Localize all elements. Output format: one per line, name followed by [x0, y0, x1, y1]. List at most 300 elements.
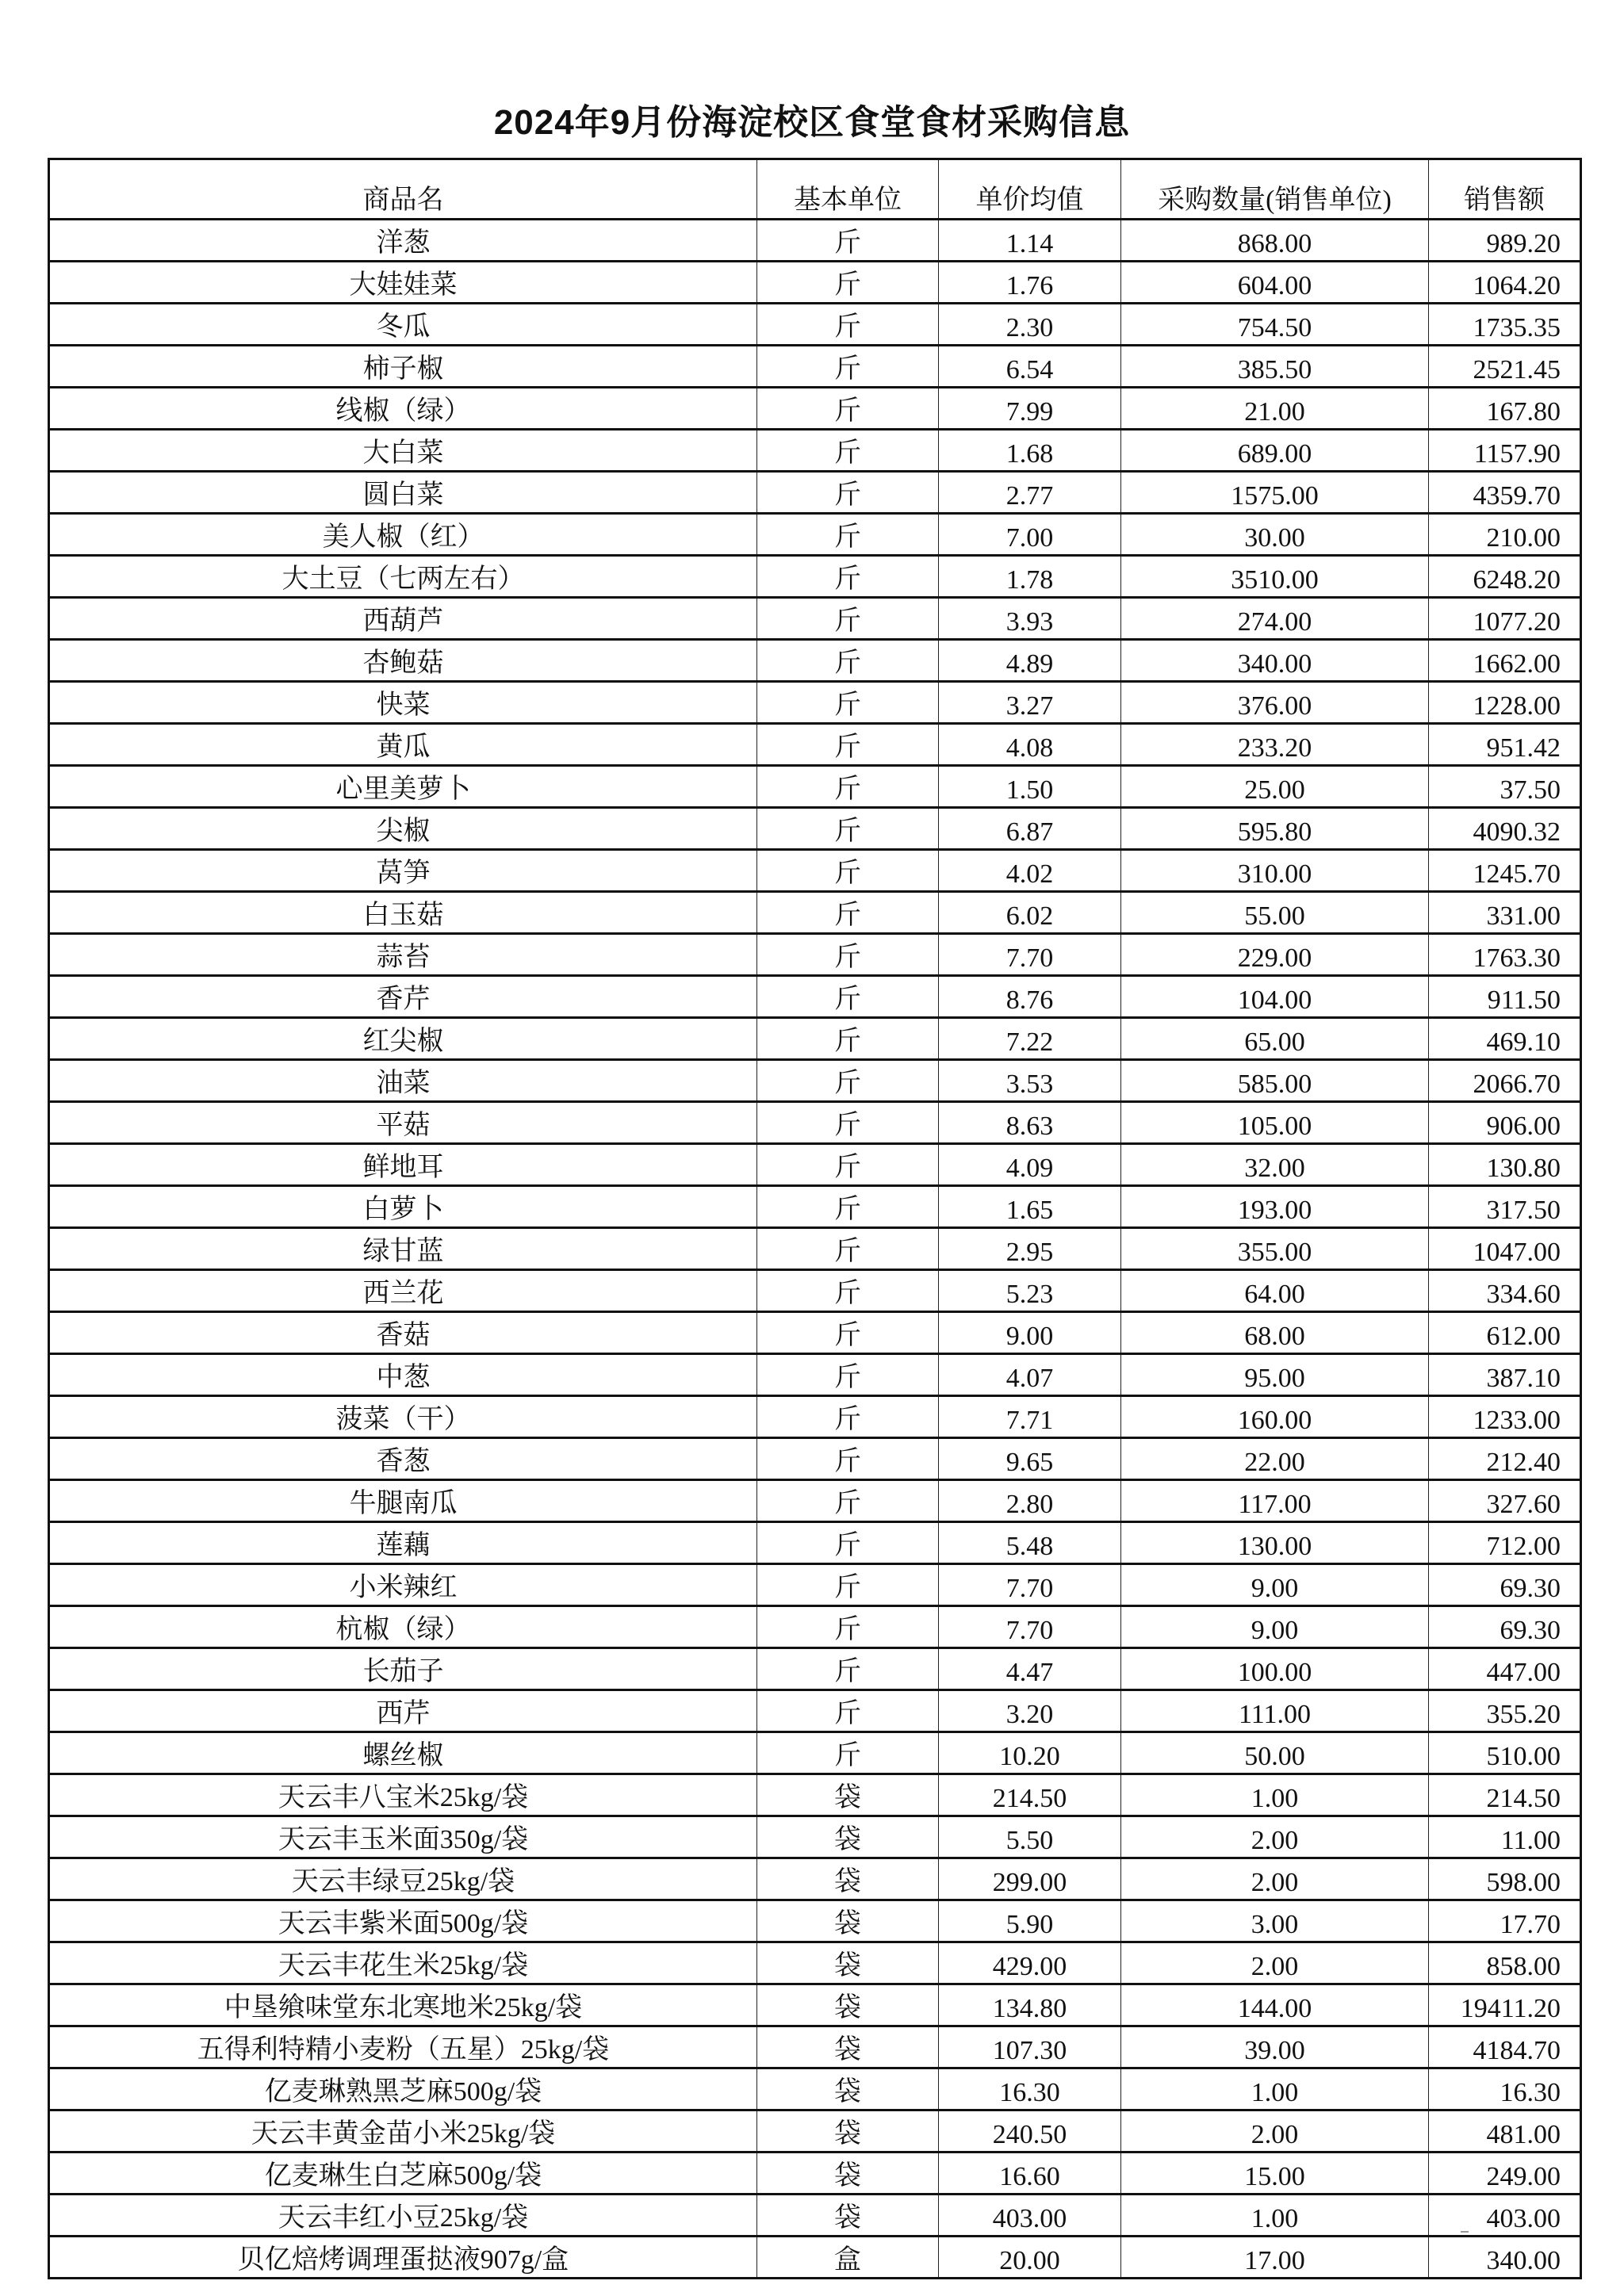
- base-unit-cell: 袋: [757, 2110, 939, 2152]
- product-name-cell: 蒜苔: [49, 934, 757, 976]
- purchase-quantity-cell: 193.00: [1121, 1186, 1429, 1228]
- product-name-cell: 香菇: [49, 1312, 757, 1354]
- table-row: [49, 682, 1581, 724]
- base-unit-cell: 袋: [757, 1858, 939, 1900]
- base-unit-cell: 斤: [757, 1102, 939, 1144]
- purchase-quantity-cell: 689.00: [1121, 430, 1429, 472]
- sales-amount-cell: 1157.90: [1429, 430, 1581, 472]
- purchase-quantity-cell: 340.00: [1121, 640, 1429, 682]
- base-unit-cell: 斤: [757, 934, 939, 976]
- table-row: [49, 1354, 1581, 1396]
- purchase-quantity-cell: 9.00: [1121, 1564, 1429, 1606]
- product-name-cell: 西芹: [49, 1690, 757, 1732]
- purchase-quantity-cell: 2.00: [1121, 1816, 1429, 1858]
- product-name-cell: 平菇: [49, 1102, 757, 1144]
- avg-unit-price-cell: 6.54: [939, 346, 1121, 388]
- product-name-cell: 天云丰绿豆25kg/袋: [49, 1858, 757, 1900]
- avg-unit-price-cell: 7.99: [939, 388, 1121, 430]
- avg-unit-price-cell: 8.63: [939, 1102, 1121, 1144]
- product-name-cell: 中垦飨味堂东北寒地米25kg/袋: [49, 1984, 757, 2026]
- avg-unit-price-cell: 4.08: [939, 724, 1121, 766]
- product-name-cell: 中葱: [49, 1354, 757, 1396]
- avg-unit-price-cell: 7.70: [939, 934, 1121, 976]
- column-header-avg-unit-price: 单价均值: [939, 159, 1121, 220]
- product-name-cell: 莴笋: [49, 850, 757, 892]
- avg-unit-price-cell: 7.70: [939, 1564, 1121, 1606]
- sales-amount-cell: 712.00: [1429, 1522, 1581, 1564]
- avg-unit-price-cell: 7.00: [939, 514, 1121, 556]
- sales-amount-cell: 951.42: [1429, 724, 1581, 766]
- table-row: [49, 1060, 1581, 1102]
- avg-unit-price-cell: 5.48: [939, 1522, 1121, 1564]
- base-unit-cell: 斤: [757, 724, 939, 766]
- purchase-quantity-cell: 385.50: [1121, 346, 1429, 388]
- base-unit-cell: 斤: [757, 598, 939, 640]
- table-row: [49, 2026, 1581, 2068]
- avg-unit-price-cell: 1.68: [939, 430, 1121, 472]
- base-unit-cell: 斤: [757, 1060, 939, 1102]
- purchase-quantity-cell: 104.00: [1121, 976, 1429, 1018]
- avg-unit-price-cell: 6.87: [939, 808, 1121, 850]
- page-mark: [1461, 2231, 1469, 2233]
- product-name-cell: 西兰花: [49, 1270, 757, 1312]
- base-unit-cell: 斤: [757, 1438, 939, 1480]
- avg-unit-price-cell: 4.89: [939, 640, 1121, 682]
- table-row: [49, 1690, 1581, 1732]
- base-unit-cell: 袋: [757, 1984, 939, 2026]
- product-name-cell: 西葫芦: [49, 598, 757, 640]
- purchase-quantity-cell: 111.00: [1121, 1690, 1429, 1732]
- sales-amount-cell: 911.50: [1429, 976, 1581, 1018]
- purchase-quantity-cell: 3.00: [1121, 1900, 1429, 1942]
- base-unit-cell: 袋: [757, 1774, 939, 1816]
- purchase-quantity-cell: 100.00: [1121, 1648, 1429, 1690]
- product-name-cell: 天云丰八宝米25kg/袋: [49, 1774, 757, 1816]
- table-row: [49, 1816, 1581, 1858]
- product-name-cell: 香葱: [49, 1438, 757, 1480]
- base-unit-cell: 斤: [757, 514, 939, 556]
- sales-amount-cell: 1233.00: [1429, 1396, 1581, 1438]
- purchase-quantity-cell: 868.00: [1121, 220, 1429, 262]
- base-unit-cell: 斤: [757, 1606, 939, 1648]
- purchase-quantity-cell: 1.00: [1121, 2195, 1429, 2237]
- sales-amount-cell: 1228.00: [1429, 682, 1581, 724]
- product-name-cell: 大土豆（七两左右）: [49, 556, 757, 598]
- sales-amount-cell: 334.60: [1429, 1270, 1581, 1312]
- product-name-cell: 油菜: [49, 1060, 757, 1102]
- product-name-cell: 菠菜（干）: [49, 1396, 757, 1438]
- purchase-quantity-cell: 585.00: [1121, 1060, 1429, 1102]
- sales-amount-cell: 327.60: [1429, 1480, 1581, 1522]
- sales-amount-cell: 37.50: [1429, 766, 1581, 808]
- sales-amount-cell: 598.00: [1429, 1858, 1581, 1900]
- table-row: [49, 388, 1581, 430]
- avg-unit-price-cell: 5.90: [939, 1900, 1121, 1942]
- table-row: [49, 1186, 1581, 1228]
- table-row: [49, 1900, 1581, 1942]
- purchase-quantity-cell: 95.00: [1121, 1354, 1429, 1396]
- product-name-cell: 香芹: [49, 976, 757, 1018]
- product-name-cell: 鲜地耳: [49, 1144, 757, 1186]
- base-unit-cell: 斤: [757, 1732, 939, 1774]
- avg-unit-price-cell: 1.14: [939, 220, 1121, 262]
- sales-amount-cell: 6248.20: [1429, 556, 1581, 598]
- sales-amount-cell: 212.40: [1429, 1438, 1581, 1480]
- avg-unit-price-cell: 2.80: [939, 1480, 1121, 1522]
- purchase-quantity-cell: 1.00: [1121, 2068, 1429, 2110]
- table-row: [49, 1018, 1581, 1060]
- avg-unit-price-cell: 3.27: [939, 682, 1121, 724]
- base-unit-cell: 袋: [757, 2068, 939, 2110]
- avg-unit-price-cell: 5.50: [939, 1816, 1121, 1858]
- sales-amount-cell: 906.00: [1429, 1102, 1581, 1144]
- avg-unit-price-cell: 429.00: [939, 1942, 1121, 1984]
- table-row: [49, 514, 1581, 556]
- purchase-quantity-cell: 30.00: [1121, 514, 1429, 556]
- sales-amount-cell: 69.30: [1429, 1564, 1581, 1606]
- avg-unit-price-cell: 7.71: [939, 1396, 1121, 1438]
- purchase-quantity-cell: 55.00: [1121, 892, 1429, 934]
- avg-unit-price-cell: 1.50: [939, 766, 1121, 808]
- table-row: [49, 304, 1581, 346]
- base-unit-cell: 斤: [757, 1270, 939, 1312]
- base-unit-cell: 斤: [757, 472, 939, 514]
- avg-unit-price-cell: 403.00: [939, 2195, 1121, 2237]
- product-name-cell: 快菜: [49, 682, 757, 724]
- base-unit-cell: 斤: [757, 1480, 939, 1522]
- purchase-quantity-cell: 1575.00: [1121, 472, 1429, 514]
- product-name-cell: 五得利特精小麦粉（五星）25kg/袋: [49, 2026, 757, 2068]
- sales-amount-cell: 167.80: [1429, 388, 1581, 430]
- base-unit-cell: 斤: [757, 850, 939, 892]
- column-header-base-unit: 基本单位: [757, 159, 939, 220]
- sales-amount-cell: 612.00: [1429, 1312, 1581, 1354]
- avg-unit-price-cell: 3.20: [939, 1690, 1121, 1732]
- purchase-quantity-cell: 2.00: [1121, 2110, 1429, 2152]
- table-row: [49, 724, 1581, 766]
- avg-unit-price-cell: 4.47: [939, 1648, 1121, 1690]
- base-unit-cell: 斤: [757, 1690, 939, 1732]
- purchase-quantity-cell: 229.00: [1121, 934, 1429, 976]
- table-row: [49, 346, 1581, 388]
- sales-amount-cell: 1064.20: [1429, 262, 1581, 304]
- table-row: [49, 1984, 1581, 2026]
- purchase-quantity-cell: 105.00: [1121, 1102, 1429, 1144]
- product-name-cell: 美人椒（红）: [49, 514, 757, 556]
- sales-amount-cell: 1047.00: [1429, 1228, 1581, 1270]
- avg-unit-price-cell: 6.02: [939, 892, 1121, 934]
- product-name-cell: 天云丰黄金苗小米25kg/袋: [49, 2110, 757, 2152]
- purchase-quantity-cell: 39.00: [1121, 2026, 1429, 2068]
- sales-amount-cell: 1245.70: [1429, 850, 1581, 892]
- product-name-cell: 线椒（绿）: [49, 388, 757, 430]
- base-unit-cell: 斤: [757, 1018, 939, 1060]
- product-name-cell: 绿甘蓝: [49, 1228, 757, 1270]
- base-unit-cell: 袋: [757, 2026, 939, 2068]
- table-row: [49, 430, 1581, 472]
- table-row: [49, 892, 1581, 934]
- base-unit-cell: 斤: [757, 430, 939, 472]
- base-unit-cell: 斤: [757, 1396, 939, 1438]
- purchase-quantity-cell: 595.80: [1121, 808, 1429, 850]
- avg-unit-price-cell: 7.22: [939, 1018, 1121, 1060]
- purchase-quantity-cell: 1.00: [1121, 1774, 1429, 1816]
- sales-amount-cell: 210.00: [1429, 514, 1581, 556]
- base-unit-cell: 袋: [757, 2195, 939, 2237]
- sales-amount-cell: 355.20: [1429, 1690, 1581, 1732]
- column-header-sales-amount: 销售额: [1429, 159, 1581, 220]
- avg-unit-price-cell: 1.65: [939, 1186, 1121, 1228]
- purchase-quantity-cell: 17.00: [1121, 2237, 1429, 2279]
- avg-unit-price-cell: 1.76: [939, 262, 1121, 304]
- sales-amount-cell: 989.20: [1429, 220, 1581, 262]
- table-row: [49, 1396, 1581, 1438]
- purchase-quantity-cell: 754.50: [1121, 304, 1429, 346]
- table-row: [49, 976, 1581, 1018]
- avg-unit-price-cell: 8.76: [939, 976, 1121, 1018]
- base-unit-cell: 斤: [757, 1564, 939, 1606]
- purchase-quantity-cell: 50.00: [1121, 1732, 1429, 1774]
- sales-amount-cell: 469.10: [1429, 1018, 1581, 1060]
- base-unit-cell: 斤: [757, 766, 939, 808]
- base-unit-cell: 斤: [757, 976, 939, 1018]
- purchase-quantity-cell: 65.00: [1121, 1018, 1429, 1060]
- sales-amount-cell: 447.00: [1429, 1648, 1581, 1690]
- purchase-quantity-cell: 9.00: [1121, 1606, 1429, 1648]
- product-name-cell: 柿子椒: [49, 346, 757, 388]
- sales-amount-cell: 481.00: [1429, 2110, 1581, 2152]
- purchase-quantity-cell: 64.00: [1121, 1270, 1429, 1312]
- purchase-quantity-cell: 2.00: [1121, 1942, 1429, 1984]
- table-row: [49, 1942, 1581, 1984]
- product-name-cell: 杏鲍菇: [49, 640, 757, 682]
- table-row: [49, 2152, 1581, 2195]
- table-row: [49, 220, 1581, 262]
- product-name-cell: 牛腿南瓜: [49, 1480, 757, 1522]
- product-name-cell: 尖椒: [49, 808, 757, 850]
- sales-amount-cell: 214.50: [1429, 1774, 1581, 1816]
- base-unit-cell: 盒: [757, 2237, 939, 2279]
- table-row: [49, 640, 1581, 682]
- purchase-quantity-cell: 25.00: [1121, 766, 1429, 808]
- table-row: [49, 1480, 1581, 1522]
- product-name-cell: 亿麦琳生白芝麻500g/袋: [49, 2152, 757, 2195]
- avg-unit-price-cell: 134.80: [939, 1984, 1121, 2026]
- sales-amount-cell: 331.00: [1429, 892, 1581, 934]
- sales-amount-cell: 1763.30: [1429, 934, 1581, 976]
- purchase-quantity-cell: 21.00: [1121, 388, 1429, 430]
- product-name-cell: 天云丰红小豆25kg/袋: [49, 2195, 757, 2237]
- base-unit-cell: 袋: [757, 1942, 939, 1984]
- product-name-cell: 天云丰玉米面350g/袋: [49, 1816, 757, 1858]
- purchase-quantity-cell: 22.00: [1121, 1438, 1429, 1480]
- sales-amount-cell: 69.30: [1429, 1606, 1581, 1648]
- sales-amount-cell: 11.00: [1429, 1816, 1581, 1858]
- product-name-cell: 圆白菜: [49, 472, 757, 514]
- product-name-cell: 大白菜: [49, 430, 757, 472]
- base-unit-cell: 斤: [757, 1312, 939, 1354]
- purchase-quantity-cell: 15.00: [1121, 2152, 1429, 2195]
- table-row: [49, 1522, 1581, 1564]
- procurement-table: [48, 158, 1582, 2279]
- base-unit-cell: 斤: [757, 682, 939, 724]
- page-title: 2024年9月份海淀校区食堂食材采购信息: [493, 103, 1131, 142]
- table-row: [49, 1774, 1581, 1816]
- table-row: [49, 766, 1581, 808]
- table-row: [49, 598, 1581, 640]
- base-unit-cell: 斤: [757, 1648, 939, 1690]
- purchase-quantity-cell: 68.00: [1121, 1312, 1429, 1354]
- product-name-cell: 白萝卜: [49, 1186, 757, 1228]
- sales-amount-cell: 16.30: [1429, 2068, 1581, 2110]
- table-row: [49, 1438, 1581, 1480]
- table-row: [49, 472, 1581, 514]
- sales-amount-cell: 1662.00: [1429, 640, 1581, 682]
- table-header-row: [49, 159, 1581, 220]
- sales-amount-cell: 130.80: [1429, 1144, 1581, 1186]
- avg-unit-price-cell: 3.53: [939, 1060, 1121, 1102]
- product-name-cell: 杭椒（绿）: [49, 1606, 757, 1648]
- avg-unit-price-cell: 2.95: [939, 1228, 1121, 1270]
- sales-amount-cell: 1735.35: [1429, 304, 1581, 346]
- product-name-cell: 天云丰紫米面500g/袋: [49, 1900, 757, 1942]
- base-unit-cell: 斤: [757, 1144, 939, 1186]
- base-unit-cell: 斤: [757, 640, 939, 682]
- product-name-cell: 红尖椒: [49, 1018, 757, 1060]
- sales-amount-cell: 4090.32: [1429, 808, 1581, 850]
- avg-unit-price-cell: 214.50: [939, 1774, 1121, 1816]
- table-row: [49, 1732, 1581, 1774]
- avg-unit-price-cell: 4.09: [939, 1144, 1121, 1186]
- purchase-quantity-cell: 130.00: [1121, 1522, 1429, 1564]
- avg-unit-price-cell: 9.65: [939, 1438, 1121, 1480]
- table-row: [49, 2068, 1581, 2110]
- product-name-cell: 心里美萝卜: [49, 766, 757, 808]
- table-row: [49, 850, 1581, 892]
- product-name-cell: 亿麦琳熟黑芝麻500g/袋: [49, 2068, 757, 2110]
- product-name-cell: 螺丝椒: [49, 1732, 757, 1774]
- purchase-quantity-cell: 117.00: [1121, 1480, 1429, 1522]
- table-row: [49, 1648, 1581, 1690]
- purchase-quantity-cell: 355.00: [1121, 1228, 1429, 1270]
- base-unit-cell: 斤: [757, 220, 939, 262]
- avg-unit-price-cell: 16.30: [939, 2068, 1121, 2110]
- base-unit-cell: 斤: [757, 808, 939, 850]
- base-unit-cell: 袋: [757, 1900, 939, 1942]
- purchase-quantity-cell: 2.00: [1121, 1858, 1429, 1900]
- avg-unit-price-cell: 107.30: [939, 2026, 1121, 2068]
- base-unit-cell: 斤: [757, 1186, 939, 1228]
- purchase-quantity-cell: 233.20: [1121, 724, 1429, 766]
- avg-unit-price-cell: 4.07: [939, 1354, 1121, 1396]
- avg-unit-price-cell: 20.00: [939, 2237, 1121, 2279]
- purchase-quantity-cell: 376.00: [1121, 682, 1429, 724]
- purchase-quantity-cell: 160.00: [1121, 1396, 1429, 1438]
- table-row: [49, 1102, 1581, 1144]
- avg-unit-price-cell: 4.02: [939, 850, 1121, 892]
- base-unit-cell: 斤: [757, 304, 939, 346]
- sales-amount-cell: 403.00: [1429, 2195, 1581, 2237]
- purchase-quantity-cell: 604.00: [1121, 262, 1429, 304]
- table-row: [49, 1312, 1581, 1354]
- avg-unit-price-cell: 16.60: [939, 2152, 1121, 2195]
- product-name-cell: 长茄子: [49, 1648, 757, 1690]
- product-name-cell: 莲藕: [49, 1522, 757, 1564]
- base-unit-cell: 斤: [757, 346, 939, 388]
- product-name-cell: 大娃娃菜: [49, 262, 757, 304]
- purchase-quantity-cell: 274.00: [1121, 598, 1429, 640]
- sales-amount-cell: 510.00: [1429, 1732, 1581, 1774]
- avg-unit-price-cell: 5.23: [939, 1270, 1121, 1312]
- table-row: [49, 1228, 1581, 1270]
- table-row: [49, 808, 1581, 850]
- sales-amount-cell: 1077.20: [1429, 598, 1581, 640]
- base-unit-cell: 斤: [757, 388, 939, 430]
- base-unit-cell: 斤: [757, 1354, 939, 1396]
- table-row: [49, 1270, 1581, 1312]
- base-unit-cell: 斤: [757, 892, 939, 934]
- table-row: [49, 1144, 1581, 1186]
- base-unit-cell: 袋: [757, 1816, 939, 1858]
- table-row: [49, 1606, 1581, 1648]
- sales-amount-cell: 4359.70: [1429, 472, 1581, 514]
- product-name-cell: 冬瓜: [49, 304, 757, 346]
- table-row: [49, 2195, 1581, 2237]
- base-unit-cell: 斤: [757, 1522, 939, 1564]
- sales-amount-cell: 340.00: [1429, 2237, 1581, 2279]
- avg-unit-price-cell: 10.20: [939, 1732, 1121, 1774]
- avg-unit-price-cell: 299.00: [939, 1858, 1121, 1900]
- base-unit-cell: 斤: [757, 1228, 939, 1270]
- table-row: [49, 934, 1581, 976]
- product-name-cell: 黄瓜: [49, 724, 757, 766]
- product-name-cell: 白玉菇: [49, 892, 757, 934]
- avg-unit-price-cell: 3.93: [939, 598, 1121, 640]
- sales-amount-cell: 17.70: [1429, 1900, 1581, 1942]
- base-unit-cell: 袋: [757, 2152, 939, 2195]
- base-unit-cell: 斤: [757, 262, 939, 304]
- purchase-quantity-cell: 144.00: [1121, 1984, 1429, 2026]
- column-header-purchase-quantity: 采购数量(销售单位): [1121, 159, 1429, 220]
- purchase-quantity-cell: 32.00: [1121, 1144, 1429, 1186]
- avg-unit-price-cell: 1.78: [939, 556, 1121, 598]
- sales-amount-cell: 249.00: [1429, 2152, 1581, 2195]
- sales-amount-cell: 2066.70: [1429, 1060, 1581, 1102]
- table-row: [49, 556, 1581, 598]
- avg-unit-price-cell: 7.70: [939, 1606, 1121, 1648]
- table-row: [49, 2110, 1581, 2152]
- sales-amount-cell: 2521.45: [1429, 346, 1581, 388]
- sales-amount-cell: 4184.70: [1429, 2026, 1581, 2068]
- table-row: [49, 1564, 1581, 1606]
- table-row: [49, 262, 1581, 304]
- sales-amount-cell: 387.10: [1429, 1354, 1581, 1396]
- product-name-cell: 天云丰花生米25kg/袋: [49, 1942, 757, 1984]
- product-name-cell: 小米辣红: [49, 1564, 757, 1606]
- avg-unit-price-cell: 9.00: [939, 1312, 1121, 1354]
- table-row: [49, 1858, 1581, 1900]
- base-unit-cell: 斤: [757, 556, 939, 598]
- table-row: [49, 2237, 1581, 2279]
- purchase-quantity-cell: 310.00: [1121, 850, 1429, 892]
- product-name-cell: 贝亿焙烤调理蛋挞液907g/盒: [49, 2237, 757, 2279]
- avg-unit-price-cell: 240.50: [939, 2110, 1121, 2152]
- sales-amount-cell: 19411.20: [1429, 1984, 1581, 2026]
- sales-amount-cell: 858.00: [1429, 1942, 1581, 1984]
- product-name-cell: 洋葱: [49, 220, 757, 262]
- avg-unit-price-cell: 2.77: [939, 472, 1121, 514]
- avg-unit-price-cell: 2.30: [939, 304, 1121, 346]
